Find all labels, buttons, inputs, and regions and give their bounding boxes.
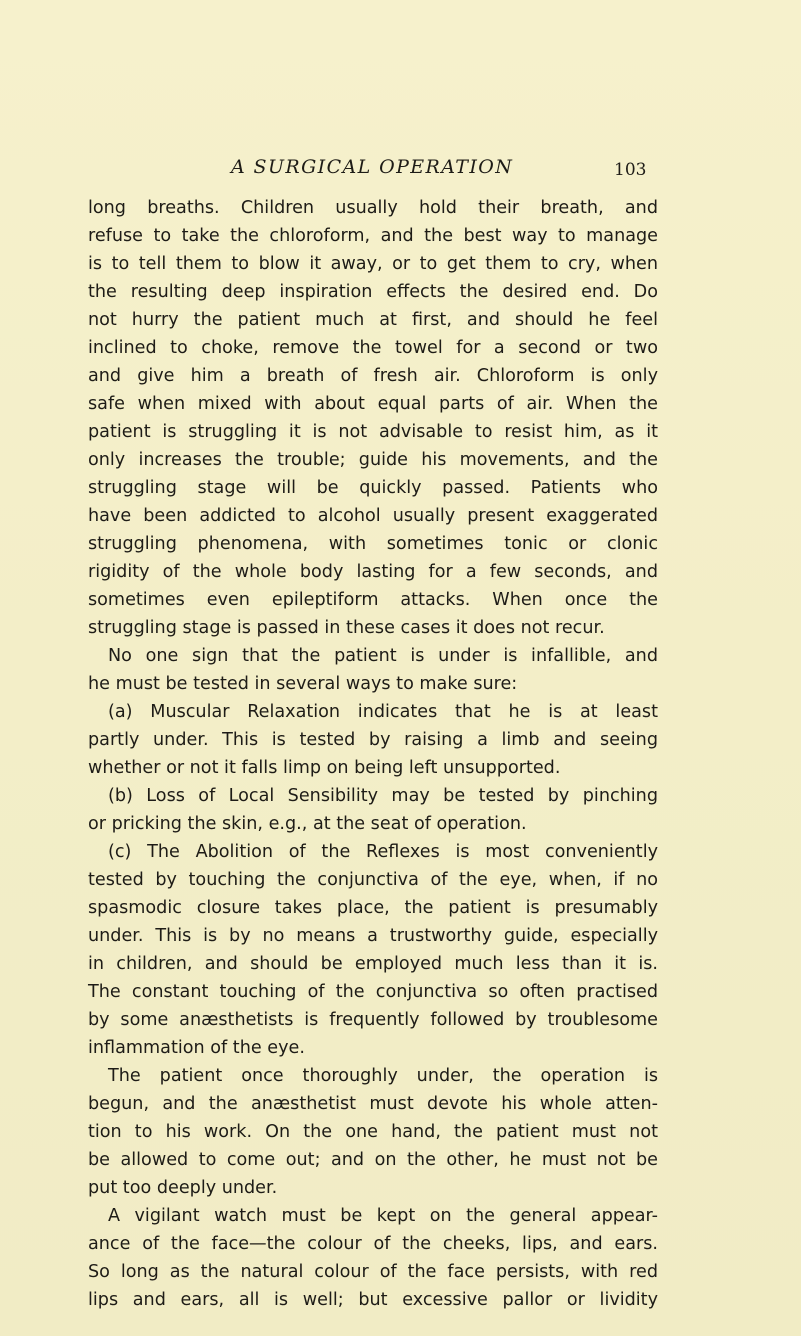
text-line: sometimes even epileptiform attacks. When once the xyxy=(88,590,658,610)
text-line: A vigilant watch must be kept on the general appear- xyxy=(108,1206,658,1226)
text-line: rigidity of the whole body lasting for a few seconds, and xyxy=(88,562,658,582)
text-line: long breaths. Children usually hold their breath, and xyxy=(88,198,658,218)
text-line: under. This is by no means a trustworthy guide, especially xyxy=(88,926,658,946)
text-line: lips and ears, all is well; but excessive pallor or lividity xyxy=(88,1290,658,1310)
text-line: he must be tested in several ways to make sure: xyxy=(88,674,518,694)
text-line: only increases the trouble; guide his movements, and the xyxy=(88,450,658,470)
text-line: tion to his work. On the one hand, the patient must not xyxy=(88,1122,658,1142)
text-line: (c) The Abolition of the Reflexes is most conveniently xyxy=(108,842,658,862)
text-line: ance of the face—the colour of the cheeks, lips, and ears. xyxy=(88,1234,658,1254)
text-line: and give him a breath of fresh air. Chloroform is only xyxy=(88,366,658,386)
text-line: The patient once thoroughly under, the operation is xyxy=(108,1066,658,1086)
text-line: patient is struggling it is not advisable to resist him, as it xyxy=(88,422,658,442)
text-line: by some anæsthetists is frequently followed by troublesome xyxy=(88,1010,658,1030)
running-head xyxy=(0,156,801,186)
text-line: put too deeply under. xyxy=(88,1178,278,1198)
text-line: struggling stage is passed in these cases it does not recur. xyxy=(88,618,605,638)
text-line: So long as the natural colour of the face persists, with red xyxy=(88,1262,658,1282)
text-line: be allowed to come out; and on the other, he must not be xyxy=(88,1150,658,1170)
text-line: struggling phenomena, with sometimes tonic or clonic xyxy=(88,534,658,554)
text-line: begun, and the anæsthetist must devote his whole atten- xyxy=(88,1094,658,1114)
running-title: A SURGICAL OPERATION xyxy=(231,156,514,178)
text-line: have been addicted to alcohol usually present exaggerated xyxy=(88,506,658,526)
text-line: spasmodic closure takes place, the patient is presumably xyxy=(88,898,658,918)
text-line: is to tell them to blow it away, or to get them to cry, when xyxy=(88,254,658,274)
text-line: refuse to take the chloroform, and the best way to manage xyxy=(88,226,658,246)
text-line: inflammation of the eye. xyxy=(88,1038,305,1058)
text-line: tested by touching the conjunctiva of the eye, when, if no xyxy=(88,870,658,890)
text-line: No one sign that the patient is under is infallible, and xyxy=(108,646,658,666)
text-line: (a) Muscular Relaxation indicates that he is at least xyxy=(108,702,658,722)
text-line: The constant touching of the conjunctiva so often practised xyxy=(88,982,658,1002)
page-number: 103 xyxy=(614,160,647,180)
text-line: inclined to choke, remove the towel for a second or two xyxy=(88,338,658,358)
text-line: the resulting deep inspiration effects the desired end. Do xyxy=(88,282,658,302)
text-line: whether or not it falls limp on being left unsupported. xyxy=(88,758,561,778)
text-line: struggling stage will be quickly passed. Patients who xyxy=(88,478,658,498)
text-line: in children, and should be employed much less than it is. xyxy=(88,954,658,974)
text-line: (b) Loss of Local Sensibility may be tested by pinching xyxy=(108,786,658,806)
text-line: not hurry the patient much at first, and should he feel xyxy=(88,310,658,330)
text-line: or pricking the skin, e.g., at the seat of operation. xyxy=(88,814,527,834)
text-line: partly under. This is tested by raising a limb and seeing xyxy=(88,730,658,750)
text-line: safe when mixed with about equal parts of air. When the xyxy=(88,394,658,414)
